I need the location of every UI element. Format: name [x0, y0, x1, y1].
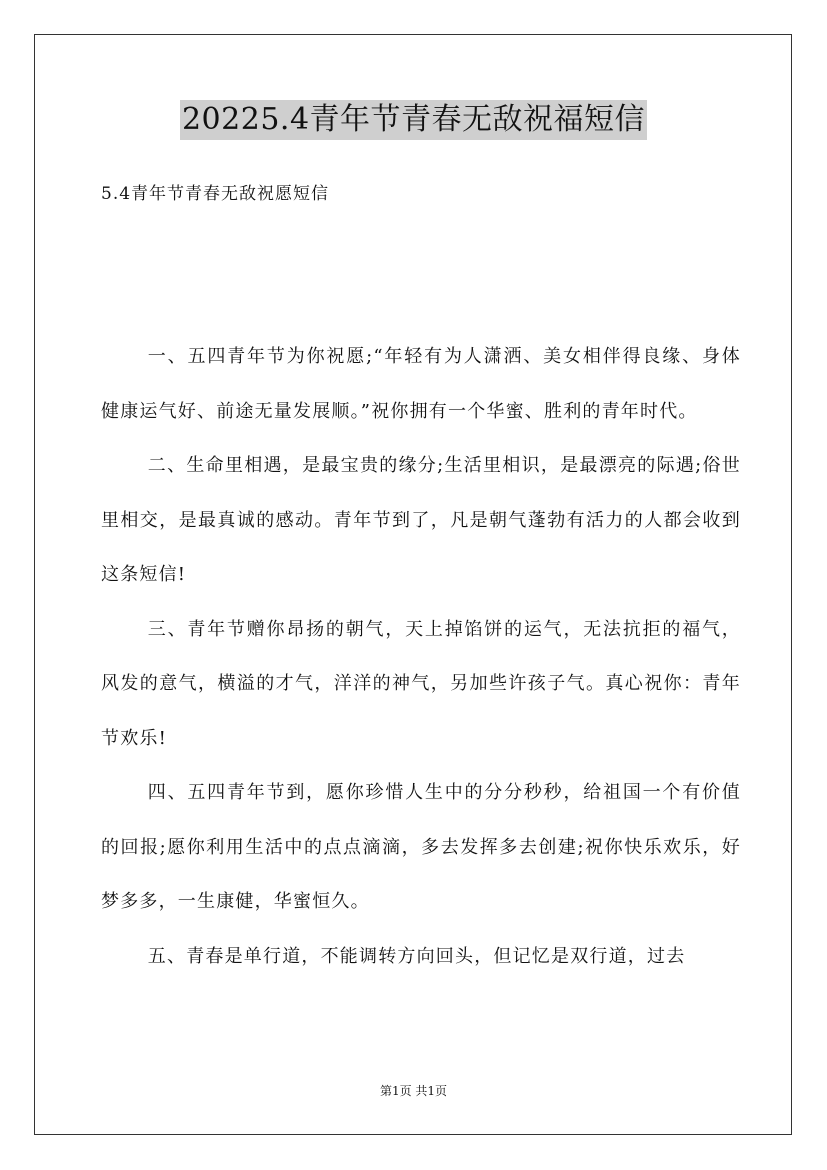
title-container — [0, 100, 827, 140]
paragraph-4: 四、五四青年节到，愿你珍惜人生中的分分秒秒，给祖国一个有价值的回报;愿你利用生活中的点点滴滴，多去发挥多去创建;祝你快乐欢乐，好梦多多，一生康健，华蜜恒久。 — [101, 782, 741, 912]
document-subtitle: 5.4青年节青春无敌祝愿短信 — [101, 184, 330, 204]
paragraph-3: 三、青年节赠你昂扬的朝气，天上掉馅饼的运气，无法抗拒的福气，风发的意气，横溢的才气，洋洋的神气，另加些许孩子气。真心祝你：青年节欢乐! — [101, 618, 741, 749]
page-footer: 第1页 共1页 — [379, 1084, 448, 1098]
paragraph-2: 二、生命里相遇，是最宝贵的缘分;生活里相识，是最漂亮的际遇;俗世里相交，是最真诚的感动。青年节到了，凡是朝气蓬勃有活力的人都会收到这条短信! — [101, 455, 741, 585]
document-title: 20225.4青年节青春无敌祝福短信 — [180, 100, 647, 140]
paragraph-1: 一、五四青年节为你祝愿;“年轻有为人潇洒、美女相伴得良缘、身体健康运气好、前途无量发展顺。”祝你拥有一个华蜜、胜利的青年时代。 — [101, 346, 741, 422]
document-body — [101, 330, 741, 984]
paragraph-5: 五、青春是单行道，不能调转方向回头，但记忆是双行道，过去 — [147, 945, 686, 967]
